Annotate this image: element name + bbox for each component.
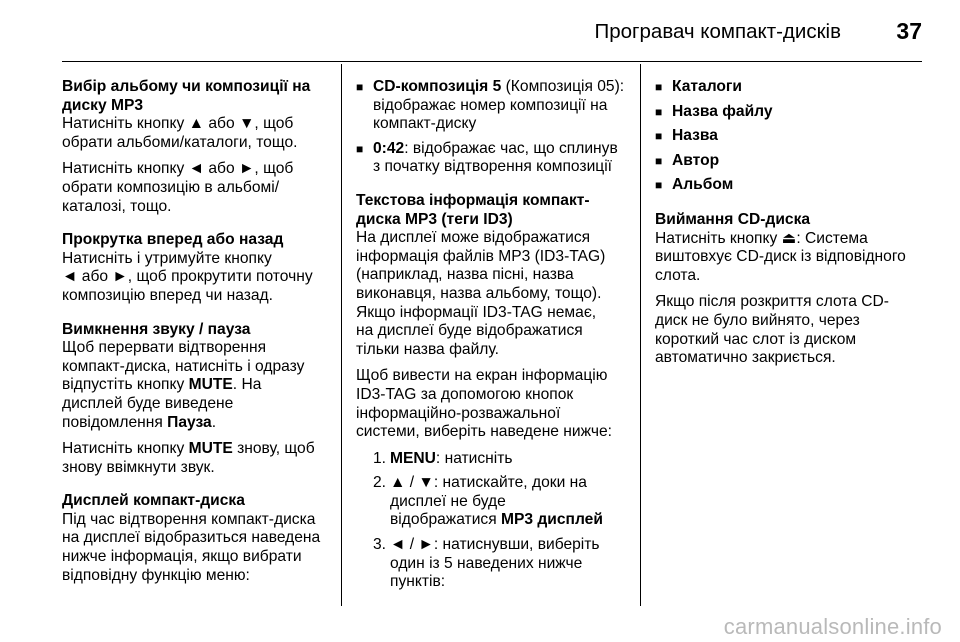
section-scroll	[62, 231, 327, 305]
page-header	[0, 0, 960, 62]
column-left	[62, 78, 327, 600]
paragraph: Натисніть кнопку ⏏: Система виштовхує CD-диск із відповідного слота.	[655, 229, 906, 284]
bullet-icon: ■	[655, 178, 663, 193]
paragraph: Якщо після розкриття слота CD- диск не було вийнято, через короткий час слот із диском автоматично закриється.	[655, 293, 889, 367]
step-item: 3. ◄ / ►: натиснувши, виберіть один із 5 наведених нижче пунктів:	[372, 536, 600, 591]
list-item: ■ Каталоги	[655, 78, 742, 95]
pause-label: Пауза	[167, 413, 212, 431]
mute-label: MUTE	[188, 440, 233, 458]
column-middle	[356, 78, 626, 598]
list-item: ■ Альбом	[655, 176, 734, 194]
watermark: carmanualsonline.info	[723, 614, 942, 639]
paragraph: Під час відтворення компакт-диска на дисплеї відобразиться наведена нижче інформація, якщо вибрати відповідну функцію меню:	[62, 510, 321, 584]
section-heading: Виймання CD-диска	[655, 210, 811, 228]
page-number: 37	[896, 18, 922, 44]
paragraph: Натисніть кнопку ▲ або ▼, щоб обрати альбоми/каталоги, тощо.	[62, 115, 298, 151]
column-right	[655, 78, 930, 383]
section-heading: Текстова інформація компакт- диска MP3 (теги ID3)	[356, 191, 590, 228]
paragraph: Натисніть кнопку MUTE знову, щоб знову ввімкнути звук.	[62, 440, 315, 476]
section-heading: Вимкнення звуку / пауза	[62, 320, 251, 338]
option-list	[655, 78, 930, 195]
bullet-icon: ■	[655, 104, 663, 119]
bullet-icon: ■	[356, 80, 364, 94]
section-heading: Вибір альбому чи композиції на диску MP3	[62, 78, 311, 114]
bullet-icon: ■	[655, 153, 663, 168]
section-mute-pause	[62, 321, 327, 478]
paragraph: Натисніть і утримуйте кнопку ◄ або ►, щоб прокрутити поточну композицію вперед чи назад.	[62, 249, 313, 304]
bullet-icon: ■	[655, 80, 663, 94]
bullet-icon: ■	[655, 129, 663, 144]
bullet-icon: ■	[356, 141, 364, 156]
column-divider	[341, 64, 342, 606]
page-title: Програвач компакт-дисків	[594, 20, 841, 43]
eject-icon: ⏏	[781, 229, 797, 247]
section-heading: Дисплей компакт-диска	[62, 492, 245, 510]
step-item: 2. ▲ / ▼: натискайте, доки на дисплеї не буде відображатися MP3 дисплей	[372, 474, 603, 529]
list-item: ■ CD-композиція 5 (Композиція 05): відображає номер композиції на компакт-диску	[356, 78, 625, 133]
list-item: ■ 0:42: відображає час, що сплинув з початку відтворення композиції	[356, 139, 618, 176]
section-eject	[655, 211, 930, 368]
mute-label: MUTE	[188, 376, 233, 394]
paragraph: Щоб вивести на екран інформацію ID3-TAG за допомогою кнопок інформаційно-розважальної системи, виберіть наведене нижче:	[356, 367, 613, 441]
mp3-display-label: MP3 дисплей	[500, 511, 603, 529]
paragraph: На дисплеї може відображатися інформація файлів MP3 (ID3-TAG) (наприклад, назва пісні, назва виконавця, назва альбому, тощо). Якщо інформації ID3-TAG немає, на дисплеї буде відображатися тільки назва файлу.	[356, 229, 606, 358]
paragraph: Щоб перервати відтворення компакт-диска, натисніть і одразу відпустіть кнопку MUTE. На дисплей буде виведене повідомлення Пауза.	[62, 339, 305, 431]
section-heading: Прокрутка вперед або назад	[62, 231, 284, 249]
list-item: ■ Назва файлу	[655, 102, 773, 120]
section-id3-text	[356, 192, 626, 442]
list-item: ■ Автор	[655, 151, 720, 169]
list-item: ■ Назва	[655, 127, 718, 145]
column-divider	[640, 64, 641, 606]
step-item: 1. MENU: натисніть	[372, 449, 513, 467]
section-cd-display	[62, 492, 327, 585]
section-select-album	[62, 78, 327, 216]
paragraph: Натисніть кнопку ◄ або ►, щоб обрати композицію в альбомі/ каталозі, тощо.	[62, 160, 294, 215]
menu-label: MENU	[390, 449, 436, 467]
header-rule	[62, 61, 922, 62]
